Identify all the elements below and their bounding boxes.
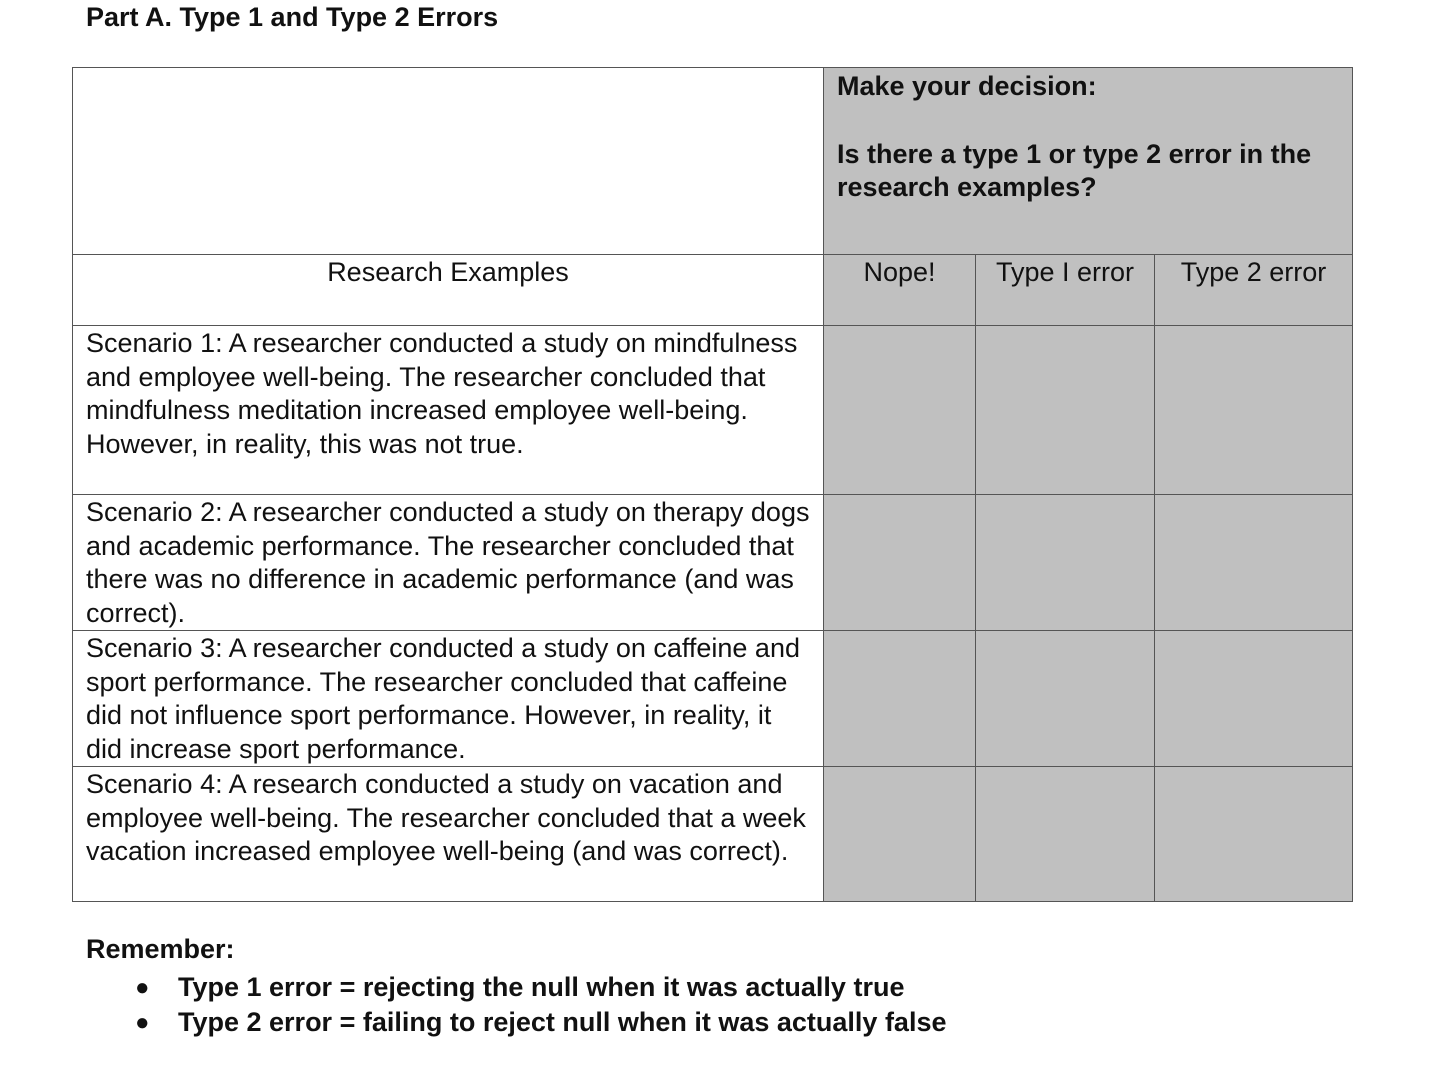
scenario-row bbox=[73, 326, 1353, 495]
answer-cell-nope[interactable] bbox=[824, 631, 976, 767]
column-header-nope: Nope! bbox=[824, 255, 976, 326]
decision-header bbox=[824, 68, 1353, 255]
remember-list bbox=[131, 970, 947, 1040]
rule-text: Type 2 error = failing to reject null when it was actually false bbox=[178, 1007, 947, 1037]
column-header-row bbox=[73, 255, 1353, 326]
column-header-examples: Research Examples bbox=[73, 255, 824, 326]
answer-cell-type1[interactable] bbox=[976, 767, 1155, 902]
remember-heading: Remember: bbox=[86, 934, 235, 964]
answer-cell-type2[interactable] bbox=[1155, 495, 1353, 631]
scenario-text: Scenario 3: A researcher conducted a study on caffeine and sport performance. The researcher concluded that caffeine did not influence sport performance. However, in reality, it did increase sport performance. bbox=[73, 631, 824, 767]
header-row bbox=[73, 68, 1353, 255]
answer-cell-type2[interactable] bbox=[1155, 631, 1353, 767]
answer-cell-type2[interactable] bbox=[1155, 767, 1353, 902]
rule-text: Type 1 error = rejecting the null when it was actually true bbox=[178, 972, 905, 1002]
decision-prompt: Make your decision: bbox=[837, 71, 1097, 101]
bullet-icon: ● bbox=[135, 974, 150, 1001]
column-header-type1: Type I error bbox=[976, 255, 1155, 326]
answer-cell-nope[interactable] bbox=[824, 326, 976, 495]
scenario-text: Scenario 1: A researcher conducted a study on mindfulness and employee well-being. The researcher concluded that mindfulness meditation increased employee well-being. However, in reality, this was not true. bbox=[73, 326, 824, 495]
section-title: Part A. Type 1 and Type 2 Errors bbox=[86, 2, 499, 32]
scenario-text: Scenario 4: A research conducted a study on vacation and employee well-being. The researcher concluded that a week vacation increased employee well-being (and was correct). bbox=[73, 767, 824, 902]
answer-cell-type1[interactable] bbox=[976, 495, 1155, 631]
answer-cell-type1[interactable] bbox=[976, 631, 1155, 767]
answer-cell-nope[interactable] bbox=[824, 495, 976, 631]
decision-question: Is there a type 1 or type 2 error in the research examples? bbox=[837, 138, 1312, 202]
scenario-row bbox=[73, 495, 1353, 631]
scenario-text: Scenario 2: A researcher conducted a study on therapy dogs and academic performance. The researcher concluded that there was no difference in academic performance (and was correct). bbox=[73, 495, 824, 631]
scenario-row bbox=[73, 767, 1353, 902]
answer-cell-type1[interactable] bbox=[976, 326, 1155, 495]
decision-table bbox=[72, 67, 1353, 902]
bullet-icon: ● bbox=[135, 1009, 150, 1036]
column-header-type2: Type 2 error bbox=[1155, 255, 1353, 326]
list-item bbox=[131, 1005, 947, 1040]
answer-cell-nope[interactable] bbox=[824, 767, 976, 902]
answer-cell-type2[interactable] bbox=[1155, 326, 1353, 495]
blank-header-cell bbox=[73, 68, 824, 255]
list-item bbox=[131, 970, 947, 1005]
scenario-row bbox=[73, 631, 1353, 767]
